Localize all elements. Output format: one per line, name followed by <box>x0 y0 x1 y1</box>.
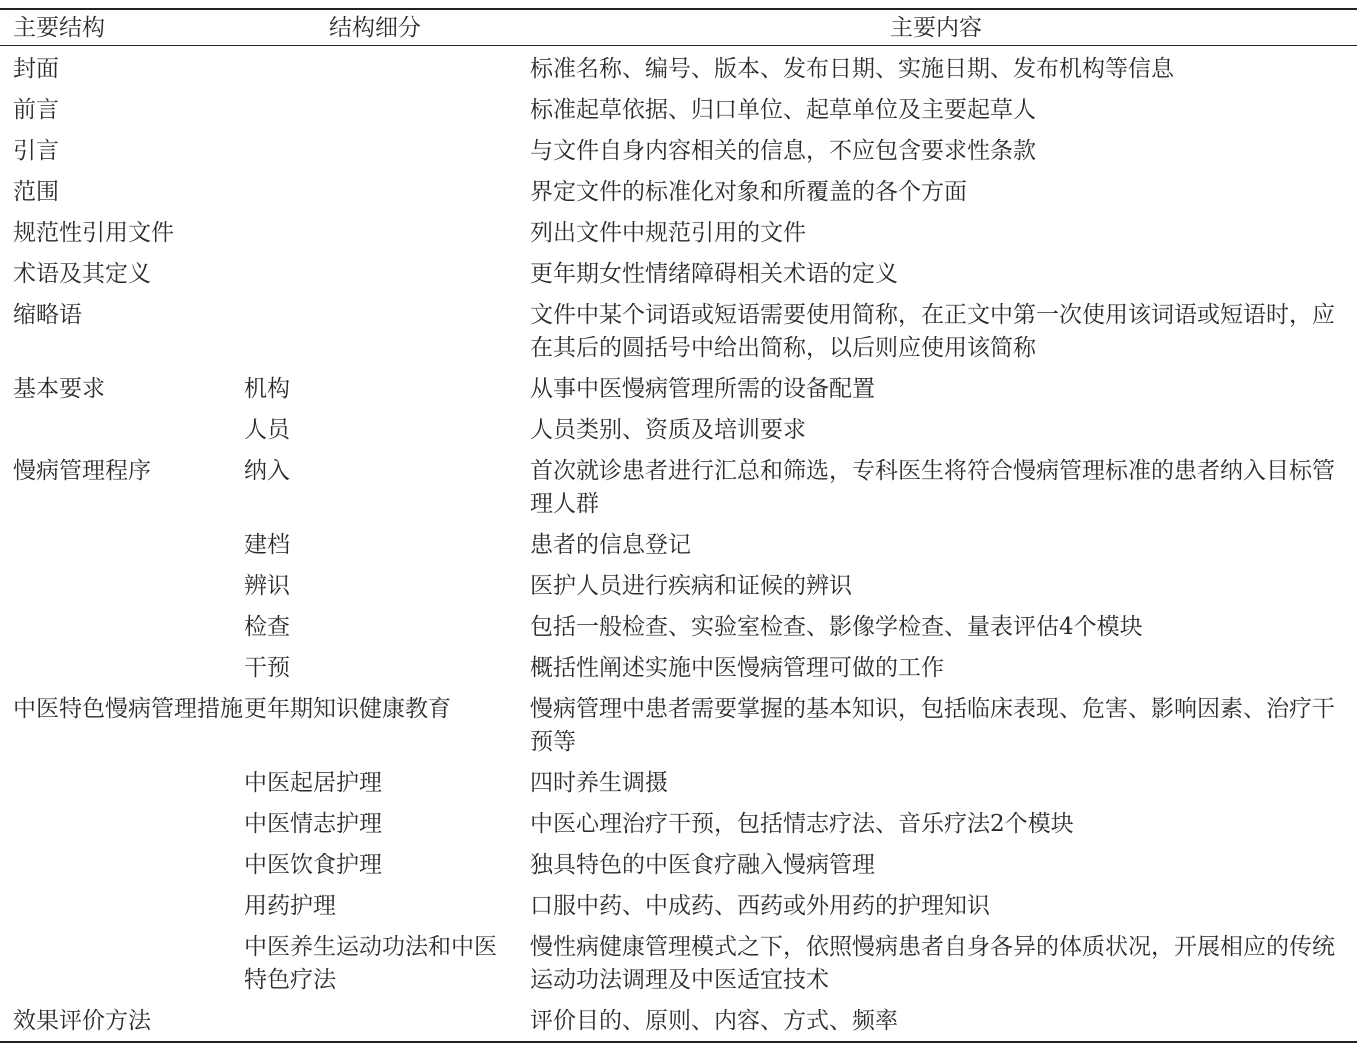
row-sub-structure: 更年期知识健康教育 <box>244 696 451 722</box>
row-content: 独具特色的中医食疗融入慢病管理 <box>530 852 875 878</box>
row-content: 标准起草依据、归口单位、起草单位及主要起草人 <box>530 97 1036 123</box>
table-top-rule <box>0 8 1357 10</box>
header-main-structure: 主要结构 <box>13 15 105 41</box>
row-sub-structure: 干预 <box>244 655 290 681</box>
row-structure: 术语及其定义 <box>13 261 151 287</box>
row-structure: 封面 <box>13 56 59 82</box>
row-sub-structure: 纳入 <box>244 458 290 484</box>
row-sub-structure: 用药护理 <box>244 893 336 919</box>
row-content: 文件中某个词语或短语需要使用简称，在正文中第一次使用该词语或短语时，应在其后的圆括号中给出简称，以后则应使用该简称 <box>530 302 1335 361</box>
table-header-rule <box>0 45 1357 46</box>
row-content: 慢性病健康管理模式之下，依照慢病患者自身各异的体质状况，开展相应的传统运动功法调理及中医适宜技术 <box>530 934 1335 993</box>
row-content: 更年期女性情绪障碍相关术语的定义 <box>530 261 898 287</box>
row-sub-structure: 中医情志护理 <box>244 811 382 837</box>
row-content: 与文件自身内容相关的信息，不应包含要求性条款 <box>530 138 1036 164</box>
row-sub-structure: 人员 <box>244 417 290 443</box>
header-sub-structure: 结构细分 <box>329 15 421 41</box>
row-content: 慢病管理中患者需要掌握的基本知识，包括临床表现、危害、影响因素、治疗干预等 <box>530 696 1335 755</box>
row-content: 医护人员进行疾病和证候的辨识 <box>530 573 852 599</box>
row-structure: 效果评价方法 <box>13 1008 151 1034</box>
row-content: 人员类别、资质及培训要求 <box>530 417 806 443</box>
row-sub-structure: 建档 <box>244 532 290 558</box>
header-main-content: 主要内容 <box>890 15 982 41</box>
row-content: 标准名称、编号、版本、发布日期、实施日期、发布机构等信息 <box>530 56 1174 82</box>
row-content: 概括性阐述实施中医慢病管理可做的工作 <box>530 655 944 681</box>
row-structure: 引言 <box>13 138 59 164</box>
row-content: 口服中药、中成药、西药或外用药的护理知识 <box>530 893 990 919</box>
row-sub-structure: 中医起居护理 <box>244 770 382 796</box>
table-bottom-rule <box>0 1041 1357 1043</box>
row-content: 四时养生调摄 <box>530 770 668 796</box>
row-structure: 范围 <box>13 179 59 205</box>
row-structure: 基本要求 <box>13 376 105 402</box>
row-structure: 中医特色慢病管理措施 <box>13 696 243 722</box>
row-sub-structure: 机构 <box>244 376 290 402</box>
row-content: 列出文件中规范引用的文件 <box>530 220 806 246</box>
row-content: 患者的信息登记 <box>530 532 691 558</box>
row-structure: 规范性引用文件 <box>13 220 174 246</box>
row-sub-structure: 中医养生运动功法和中医特色疗法 <box>244 934 497 993</box>
row-sub-structure: 辨识 <box>244 573 290 599</box>
row-content: 界定文件的标准化对象和所覆盖的各个方面 <box>530 179 967 205</box>
row-content: 评价目的、原则、内容、方式、频率 <box>530 1008 898 1034</box>
row-content: 包括一般检查、实验室检查、影像学检查、量表评估4个模块 <box>530 614 1143 640</box>
row-structure: 缩略语 <box>13 302 82 328</box>
row-sub-structure: 中医饮食护理 <box>244 852 382 878</box>
row-sub-structure: 检查 <box>244 614 290 640</box>
row-structure: 慢病管理程序 <box>13 458 151 484</box>
row-content: 从事中医慢病管理所需的设备配置 <box>530 376 875 402</box>
row-content: 首次就诊患者进行汇总和筛选，专科医生将符合慢病管理标准的患者纳入目标管理人群 <box>530 458 1335 517</box>
row-structure: 前言 <box>13 97 59 123</box>
row-content: 中医心理治疗干预，包括情志疗法、音乐疗法2个模块 <box>530 811 1074 837</box>
